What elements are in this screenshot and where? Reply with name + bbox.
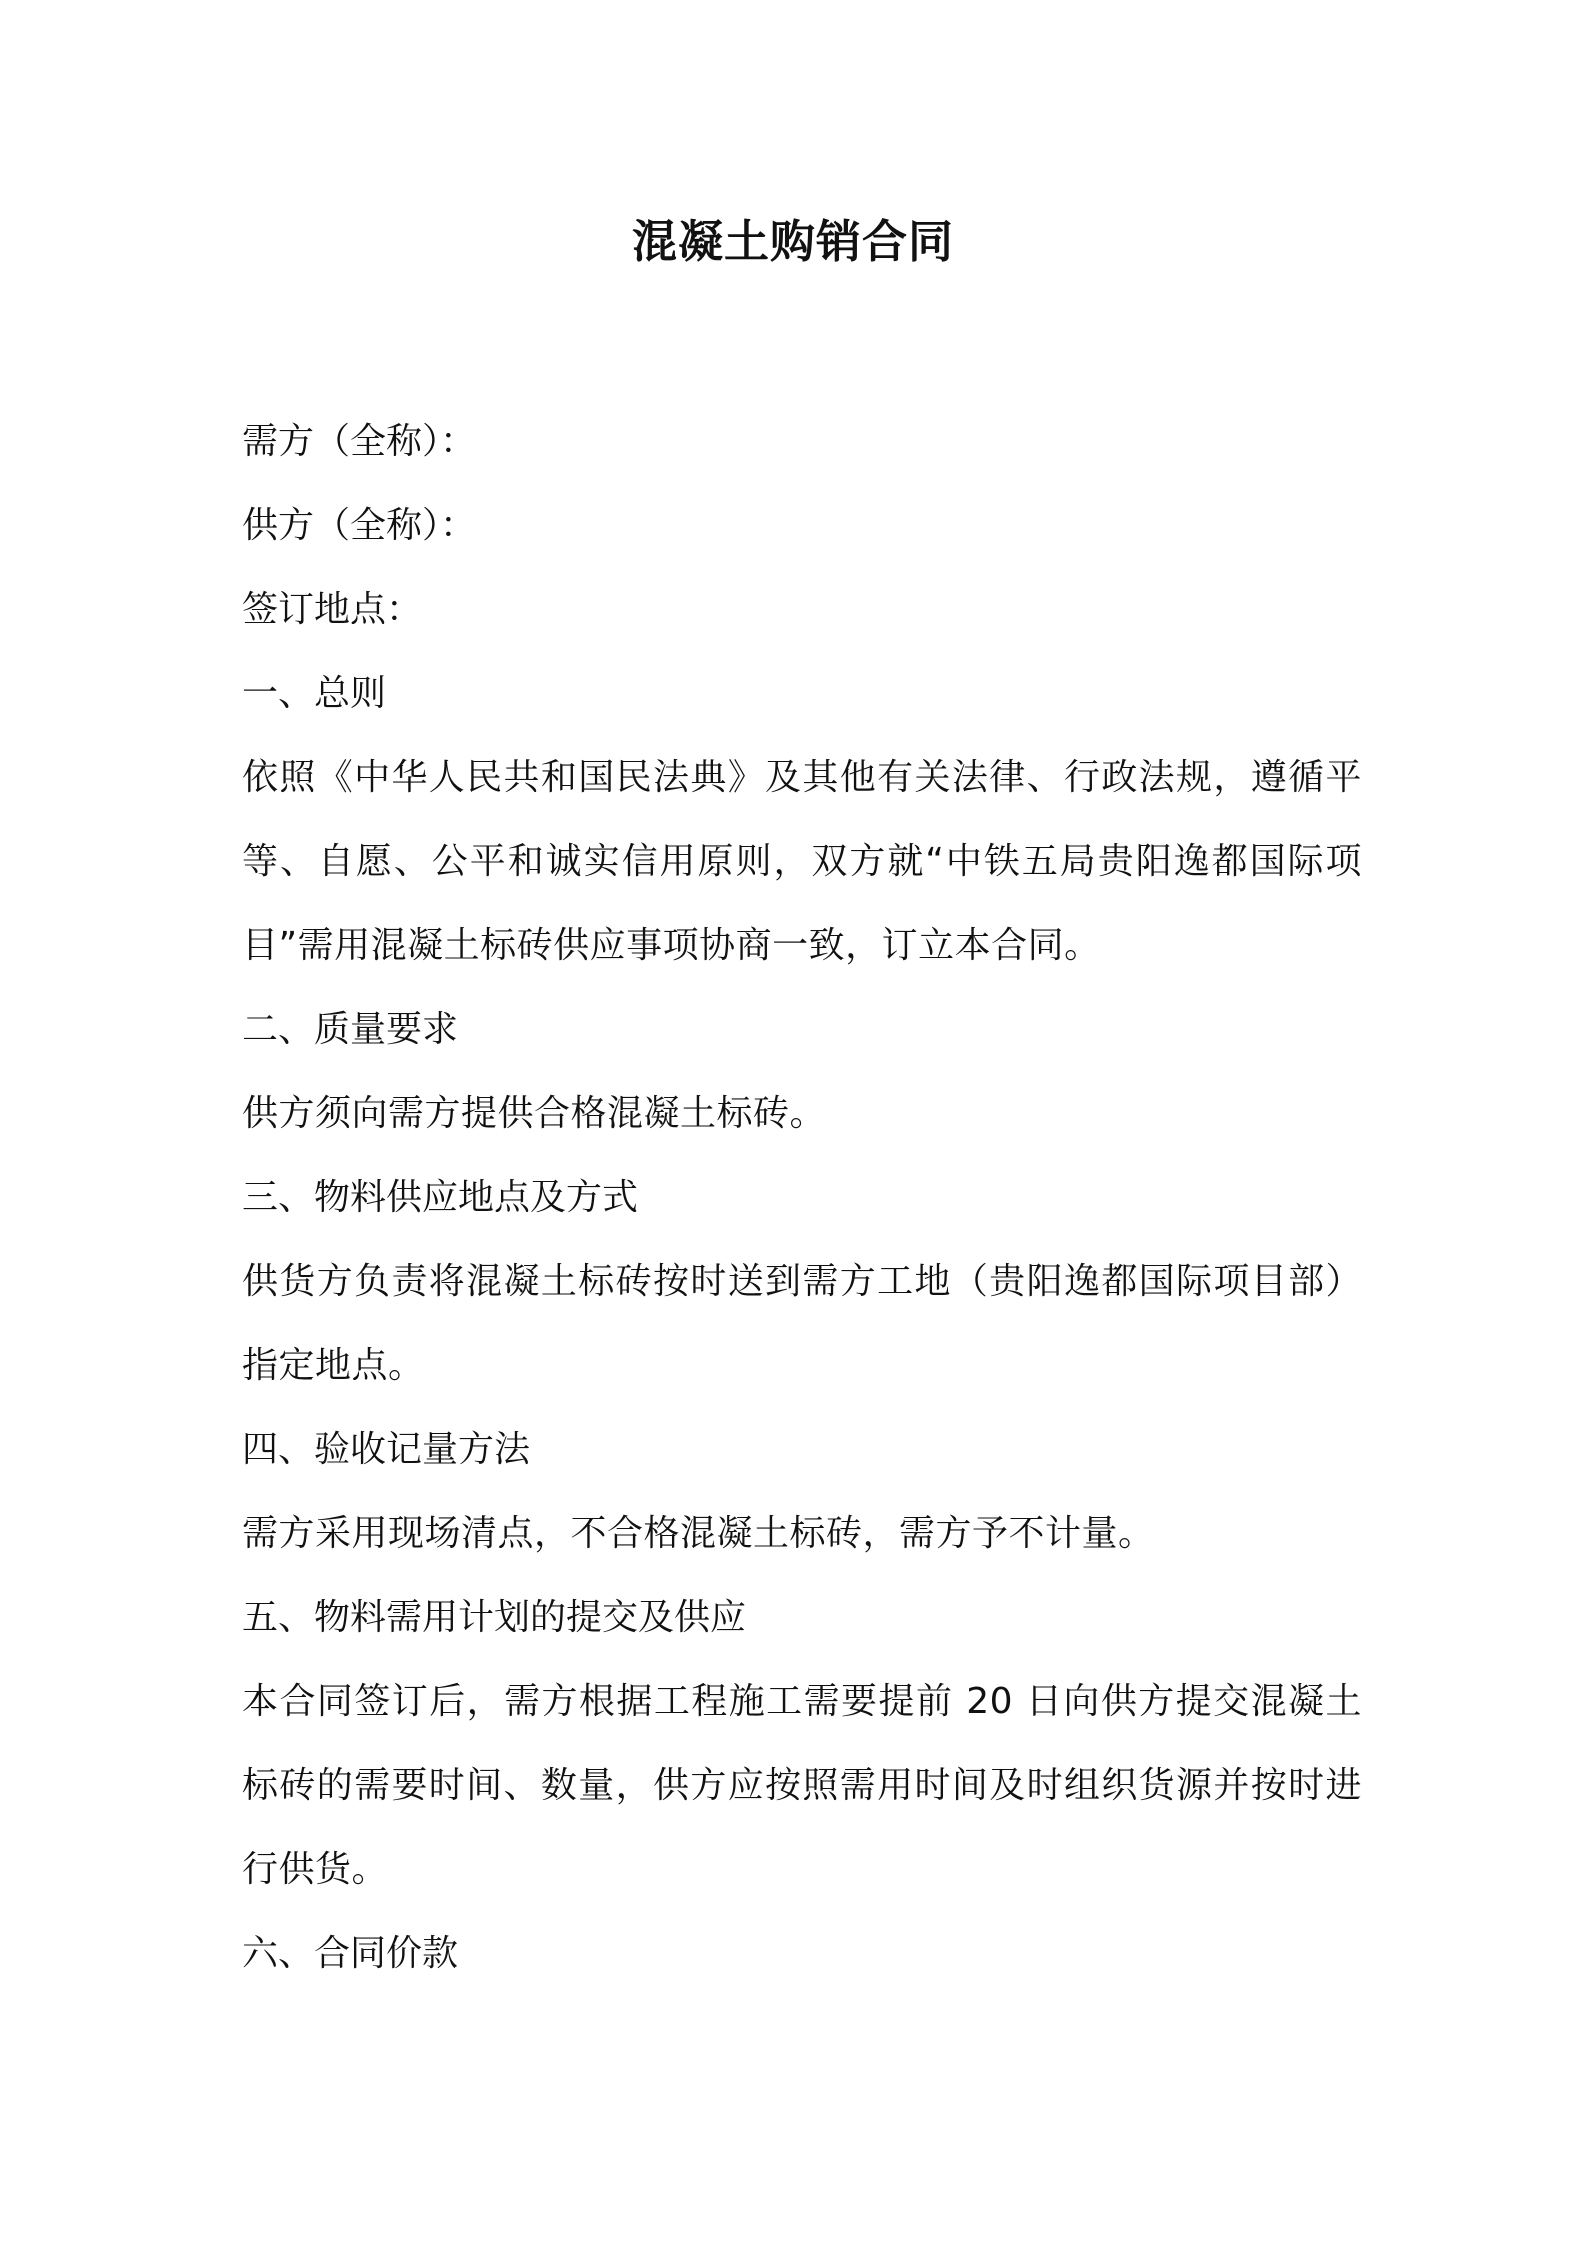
document-title: 混凝土购销合同 (631, 215, 954, 268)
section-body-supply-location: 供货方负责将混凝土标砖按时送到需方工地（贵阳逸都国际项目部）指定地点。 (242, 1261, 1362, 1386)
section-heading-demand-plan: 五、物料需用计划的提交及供应 (242, 1597, 747, 1638)
section-body-demand-plan: 本合同签订后，需方根据工程施工需要提前 20 日向供方提交混凝土标砖的需要时间、数量，供方应按照需用时间及时组织货源并按时进行供货。 (242, 1681, 1362, 1890)
section-body-general: 依照《中华人民共和国民法典》及其他有关法律、行政法规，遵循平等、自愿、公平和诚实信用原则，双方就“中铁五局贵阳逸都国际项目”需用混凝土标砖供应事项协商一致，订立本合同。 (242, 757, 1362, 966)
section-body-acceptance: 需方采用现场清点，不合格混凝土标砖，需方予不计量。 (242, 1513, 1155, 1554)
document-body (242, 400, 1362, 1996)
section-heading-quality: 二、质量要求 (242, 1009, 459, 1050)
section-heading-supply-location: 三、物料供应地点及方式 (242, 1177, 639, 1218)
section-heading-acceptance: 四、验收记量方法 (242, 1429, 531, 1470)
section-heading-contract-price: 六、合同价款 (242, 1933, 459, 1974)
buyer-field: 需方（全称）： (242, 421, 477, 462)
section-heading-general: 一、总则 (242, 673, 387, 714)
section-body-quality: 供方须向需方提供合格混凝土标砖。 (242, 1093, 827, 1134)
supplier-field: 供方（全称）： (242, 505, 477, 546)
signing-place-field: 签订地点： (242, 589, 423, 630)
